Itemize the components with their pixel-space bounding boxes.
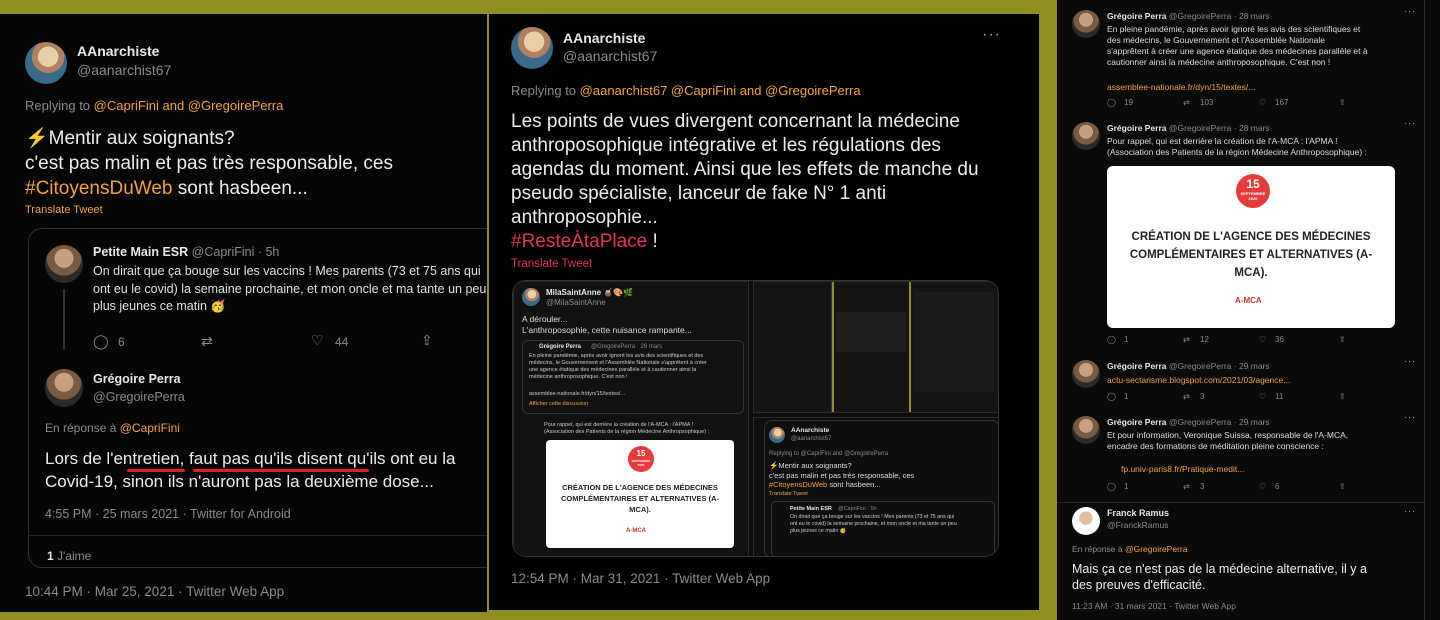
screenshot-image-left[interactable]: [513, 281, 749, 557]
like-icon[interactable]: ♡: [311, 332, 324, 348]
mosaic-cell: [836, 312, 906, 352]
like-icon[interactable]: ♡: [1259, 392, 1267, 401]
screenshot-show-thread: Afficher cette discussion: [529, 401, 589, 407]
hashtag-link[interactable]: #ResteÀtaPlace: [511, 231, 648, 252]
tweet-text-rest: sont hasbeen...: [172, 178, 308, 199]
tweet-text: [25, 126, 485, 201]
tweet-text-line: c'est pas malin et pas très responsable, ces: [25, 153, 393, 174]
screenshot2-quote-line: ont eu le covid) la semaine prochaine, et mon oncle et ma tante un peu: [790, 521, 957, 527]
reply-icon[interactable]: ◯: [1107, 482, 1116, 491]
replying-to-link[interactable]: @CapriFini and @GregoirePerra: [93, 98, 284, 113]
screenshot2-author: AAnarchiste: [791, 427, 830, 434]
share-icon[interactable]: ⇪: [1339, 98, 1346, 107]
quote-author-name[interactable]: Petite Main ESR: [93, 245, 189, 259]
more-options-icon[interactable]: ···: [982, 26, 1001, 43]
reply-count: 1: [1124, 392, 1129, 401]
reply-line: [1072, 544, 1187, 554]
reply-count: 6: [118, 335, 125, 349]
action-bar: [1107, 392, 1407, 404]
red-underline: [193, 469, 369, 472]
screenshot-quote2-line: (Association des Patients de la région Médecine Anthropsophique) :: [544, 429, 710, 435]
agency-card: [546, 440, 734, 548]
screenshot-handle: @MilaSaintAnne: [546, 298, 606, 307]
retweet-count: 3: [1200, 392, 1205, 401]
action-bar: [1107, 482, 1407, 494]
thread-connector: [63, 289, 65, 349]
quote2-meta: 4:55 PM · 25 mars 2021 · Twitter for Android: [45, 507, 291, 521]
quote2-text-c: qu'ils ont eu la: [342, 449, 456, 468]
more-options-icon[interactable]: ···: [1404, 412, 1416, 422]
quote2-author-handle: @GregoirePerra: [93, 390, 185, 404]
author-avatar[interactable]: [511, 27, 553, 69]
quote2-text-b: , faut pas qu'ils disent: [179, 449, 343, 468]
card-title-line: MCA).: [629, 505, 651, 514]
mosaic-cell: [914, 292, 994, 392]
card-title: [546, 482, 734, 515]
more-options-icon[interactable]: ···: [1404, 6, 1416, 16]
thread-avatar[interactable]: [1072, 360, 1100, 388]
reply-icon[interactable]: ◯: [1107, 392, 1116, 401]
quoted-thread[interactable]: [28, 228, 487, 568]
thread-text-line: Mais ça ce n'est pas de la médecine alternative, il y a: [1072, 562, 1367, 576]
screenshot-author: MilaSaintAnne 🧉🎨🌿: [546, 288, 634, 297]
screenshot-quote-text: [529, 353, 707, 381]
share-icon[interactable]: ⇪: [1339, 482, 1346, 491]
thread-handle: @FranckRamus: [1107, 520, 1169, 530]
date-badge-month: SEPTEMBRE 2020: [1240, 191, 1266, 201]
action-bar: [1107, 98, 1407, 110]
screenshot-quote-link: assemblee-nationale.fr/dyn/15/textes/...: [529, 391, 625, 397]
more-options-icon[interactable]: ···: [1404, 506, 1416, 516]
retweet-icon[interactable]: ⇄: [1183, 482, 1190, 491]
quote-text-line: On dirait que ça bouge sur les vaccins ! Mes parents (73 et 75 ans qui: [93, 264, 481, 278]
quote-header: [93, 245, 279, 259]
screenshot-image-bottom-right[interactable]: [753, 417, 999, 557]
screenshot2-line: c'est pas malin et pas très responsable, ces: [769, 470, 915, 480]
screenshot-quote2-line: Pour rappel, qui est derrière la création de l'A-MCA : l'APMA !: [544, 422, 694, 428]
screenshot-quote-author: Grégoire Perra: [539, 344, 582, 350]
screenshot2-line: [769, 480, 914, 490]
share-icon[interactable]: ⇪: [1339, 335, 1346, 344]
reply-to-link[interactable]: @GregoirePerra: [1124, 544, 1188, 554]
retweet-icon[interactable]: ⇄: [1183, 98, 1190, 107]
thread-meta: @GregoirePerra · 29 mars: [1168, 417, 1270, 427]
amca-logo: A-MCA: [1235, 296, 1262, 305]
agency-card-image[interactable]: [1107, 166, 1395, 328]
reply-icon[interactable]: ◯: [93, 333, 109, 349]
quote2-likes-label[interactable]: J'aime: [57, 549, 92, 563]
like-count: 36: [1275, 335, 1284, 344]
red-underline: [127, 469, 185, 472]
thread-text-line: s'apprêtent à créer une agence étatique des médecines parallèle et à: [1107, 46, 1368, 56]
quote-text-line: ont eu le covid) la semaine prochaine, et mon oncle et ma tante un peu: [93, 281, 487, 296]
thread-text: [1107, 136, 1367, 158]
thread-text-line: Et pour information, Veronique Suissa, responsable de l'A-MCA,: [1107, 430, 1349, 440]
author-handle[interactable]: @aanarchist67: [77, 62, 172, 78]
screenshot-image-top-right[interactable]: [753, 281, 999, 413]
tweet-panel-middle: [489, 14, 1039, 610]
thread-text: [1072, 562, 1367, 593]
thread-avatar[interactable]: [1072, 122, 1100, 150]
quote-text-line: plus jeunes ce matin 🥳: [93, 299, 226, 313]
more-options-icon[interactable]: ···: [1404, 356, 1416, 366]
screenshot2-quote-line: On dirait que ça bouge sur les vaccins ! Mes parents (73 et 75 ans qui: [790, 514, 955, 520]
quote2-likes-count: 1: [47, 549, 54, 563]
replying-label: Replying to: [25, 98, 91, 113]
screenshot2-quote-text: [790, 514, 957, 535]
tweet-timestamp[interactable]: 12:54 PM · Mar 31, 2021 · Twitter Web App: [511, 571, 771, 586]
more-options-icon[interactable]: ···: [1404, 118, 1416, 128]
like-count: 167: [1275, 98, 1289, 107]
tweet-thread-right: [1057, 0, 1440, 620]
like-count: 6: [1275, 482, 1280, 491]
retweet-count: 12: [1200, 335, 1209, 344]
tweet-text-line: [511, 230, 979, 254]
thread-text-line: (Association des Patients de la région Médecine Anthroposophique) :: [1107, 147, 1367, 157]
screenshot-avatar: [522, 288, 540, 306]
quote2-reply-to-link[interactable]: @CapriFini: [119, 421, 180, 435]
replying-to-line: [511, 83, 861, 98]
quote2-reply-line: [45, 421, 180, 435]
quote2-text-line: [45, 447, 455, 470]
share-icon[interactable]: ⇪: [421, 332, 433, 348]
retweet-icon[interactable]: ⇄: [1183, 392, 1190, 401]
screenshot2-avatar: [769, 427, 785, 443]
thread-meta: @GregoirePerra · 28 mars: [1168, 11, 1270, 21]
author-name[interactable]: AAnarchiste: [563, 30, 646, 46]
screenshot2-quote-line: plus jeunes ce matin 🥳: [790, 528, 847, 534]
screenshot2-translate: Translate Tweet: [769, 491, 808, 497]
thread-timestamp[interactable]: 11:23 AM · 31 mars 2021 · Twitter Web App: [1072, 601, 1236, 611]
quote2-reply-label: En réponse à: [45, 421, 117, 435]
thread-link[interactable]: assemblee-nationale.fr/dyn/15/textes/...: [1107, 82, 1256, 92]
reply-icon[interactable]: ◯: [1107, 335, 1116, 344]
retweet-icon[interactable]: ⇄: [201, 333, 213, 349]
amca-logo: A-MCA: [626, 528, 646, 534]
retweet-icon[interactable]: ⇄: [1183, 335, 1190, 344]
screenshot2-rest: sont hasbeen...: [827, 480, 881, 489]
reply-count: 1: [1124, 335, 1129, 344]
screenshot-text: L'anthroposophie, cette nuisance rampante...: [522, 325, 692, 335]
replying-to-line: [25, 98, 283, 113]
tweet-panel-left: [0, 14, 487, 612]
thread-header: [1107, 417, 1270, 427]
thread-avatar[interactable]: [1072, 10, 1100, 38]
tweet-image-grid[interactable]: [512, 280, 999, 557]
divider: [29, 535, 487, 536]
quote2-text-line: Covid-19, sinon ils n'auront pas la deuxième dose...: [45, 472, 434, 491]
date-badge-month: SEPTEMBRE 2020: [631, 459, 651, 467]
tweet-text-line: ⚡Mentir aux soignants?: [25, 128, 235, 149]
thread-text-line: cautionner ainsi la médecine anthroposophique. C'est non !: [1107, 57, 1331, 67]
quote2-text-a: Lors de l'entretien: [45, 449, 180, 468]
thread-text-line: Pour rappel, qui est derrière la création de l'A-MCA : l'APMA !: [1107, 136, 1338, 146]
thread-link[interactable]: actu-sectarisme.blogspot.com/2021/03/agence...: [1107, 375, 1291, 385]
thread-meta: @GregoirePerra · 28 mars: [1168, 123, 1270, 133]
screenshot-quote2-text: [544, 422, 709, 436]
card-title: [1107, 228, 1395, 282]
screenshot-quote-line: médecins, le Gouvernement et l'Assemblée Nationale s'apprêtent à créer: [529, 360, 707, 366]
thread-header: [1107, 11, 1270, 21]
quote2-avatar[interactable]: [45, 369, 83, 407]
screenshot2-hashtag: #CitoyensDuWeb: [769, 480, 828, 489]
thread-author[interactable]: Grégoire Perra: [1107, 361, 1167, 371]
tweet-text-line: anthroposophie...: [511, 207, 658, 228]
screenshot-quote-handle: @GregoirePerra · 26 mars: [591, 344, 663, 350]
replying-to-link[interactable]: @aanarchist67 @CapriFini and @GregoirePerra: [579, 83, 861, 98]
tweet-text-line: [25, 176, 485, 201]
retweet-count: 3: [1200, 482, 1205, 491]
hashtag-suffix: !: [647, 231, 658, 252]
quote-author-handle: @CapriFini · 5h: [191, 245, 280, 259]
screenshot-quote-line: médecine anthroposophique. C'est non !: [529, 374, 628, 380]
tweet-text-line: agendas du moment. Ainsi que les effets de manche du: [511, 159, 979, 180]
screenshot2-quote-handle: @CapriFini · 5h: [838, 506, 877, 512]
screenshot-quote-line: une agence étatique des médecines parallèle et à cautionner ainsi la: [529, 367, 697, 373]
screenshot2-frame: [764, 420, 999, 557]
reply-count: 1: [1124, 482, 1129, 491]
thread-text: [1107, 24, 1368, 68]
thread-author[interactable]: Franck Ramus: [1107, 508, 1170, 518]
screenshot-text: A dérouler...: [522, 314, 568, 324]
card-title-line: COMPLÉMENTAIRES ET ALTERNATIVES (A-: [560, 494, 720, 503]
screenshot2-line: ⚡Mentir aux soignants?: [769, 461, 852, 470]
like-icon[interactable]: ♡: [1259, 482, 1267, 491]
author-avatar[interactable]: [25, 42, 67, 84]
screenshot2-quote: [771, 501, 995, 557]
thread-text-line: des preuves d'efficacité.: [1072, 577, 1206, 592]
screenshot2-text: [769, 461, 914, 490]
retweet-count: 103: [1200, 98, 1214, 107]
screenshot2-quote-author: Petite Main ESR: [790, 506, 832, 512]
translate-tweet-link[interactable]: Translate Tweet: [511, 258, 593, 270]
author-name[interactable]: AAnarchiste: [77, 43, 160, 59]
translate-tweet-link[interactable]: Translate Tweet: [25, 204, 103, 216]
reply-count: 19: [1124, 98, 1133, 107]
quote2-author-name[interactable]: Grégoire Perra: [93, 372, 181, 386]
divider: [1057, 502, 1424, 503]
screenshot2-handle: @aanarchist67: [791, 436, 832, 442]
mosaic-cell: [909, 282, 911, 412]
quote2-likes: [47, 549, 91, 563]
mosaic-cell: [832, 282, 834, 412]
tweet-text-line: pseudo spécialiste, lanceur de fake N° 1 anti: [511, 183, 887, 204]
tweet-text-line: Les points de vues divergent concernant la médecine: [511, 111, 960, 132]
card-title-line: COMPLÉMENTAIRES ET ALTERNATIVES (A-: [1129, 249, 1373, 261]
author-handle[interactable]: @aanarchist67: [563, 48, 658, 64]
franck-avatar[interactable]: [1072, 507, 1100, 535]
quote-avatar[interactable]: [45, 245, 83, 283]
tweet-text: [511, 110, 979, 254]
like-icon[interactable]: ♡: [1259, 335, 1267, 344]
screenshot-quote-line: En pleine pandémie, après avoir ignoré les avis des scientifiques et des: [529, 353, 704, 359]
tweet-timestamp[interactable]: 10:44 PM · Mar 25, 2021 · Twitter Web App: [25, 584, 285, 599]
tweet-text-line: anthroposophique intégrative et les régulations des: [511, 135, 941, 156]
action-bar: [1107, 335, 1407, 347]
reply-icon[interactable]: ◯: [1107, 98, 1116, 107]
date-badge: [628, 446, 654, 472]
thread-header: [1107, 123, 1270, 133]
like-count: 44: [335, 335, 349, 349]
share-icon[interactable]: ⇪: [1339, 392, 1346, 401]
thread-author[interactable]: Grégoire Perra: [1107, 417, 1167, 427]
replying-label: Replying to: [511, 83, 577, 98]
thread-text-line: En pleine pandémie, après avoir ignoré les avis des scientifiques et: [1107, 24, 1361, 34]
screenshot2-replying: Replying to @CapriFini and @GregoirePerra: [769, 451, 889, 457]
date-badge: [1236, 174, 1270, 208]
card-title-line: MCA).: [1234, 267, 1268, 279]
card-title-line: CRÉATION DE L'AGENCE DES MÉDECINES: [1131, 231, 1371, 243]
thread-header: [1107, 361, 1270, 371]
quote-text: [93, 263, 486, 316]
thread-link[interactable]: fp.univ-paris8.fr/Pratique-medit...: [1121, 464, 1245, 474]
thread-author[interactable]: Grégoire Perra: [1107, 11, 1167, 21]
thread-text-line: encadre des formations de méditation pleine conscience :: [1107, 441, 1324, 451]
thread-avatar[interactable]: [1072, 416, 1100, 444]
like-icon[interactable]: ♡: [1259, 98, 1267, 107]
thread-author[interactable]: Grégoire Perra: [1107, 123, 1167, 133]
thread-text-line: des médecins, le Gouvernement et l'Assemblée Nationale: [1107, 35, 1326, 45]
thread-text: [1107, 430, 1348, 452]
mosaic-cell: [754, 282, 832, 412]
hashtag-link[interactable]: #CitoyensDuWeb: [25, 178, 173, 199]
date-badge-day: 15: [1246, 177, 1260, 191]
screenshot-quote: [522, 340, 744, 414]
right-scroll-edge: [1424, 0, 1425, 620]
like-count: 11: [1275, 392, 1284, 401]
reply-label: En réponse à: [1072, 544, 1123, 554]
card-title-line: CRÉATION DE L'AGENCE DES MÉDECINES: [562, 483, 718, 492]
thread-meta: @GregoirePerra · 29 mars: [1168, 361, 1270, 371]
date-badge-day: 15: [636, 449, 646, 458]
